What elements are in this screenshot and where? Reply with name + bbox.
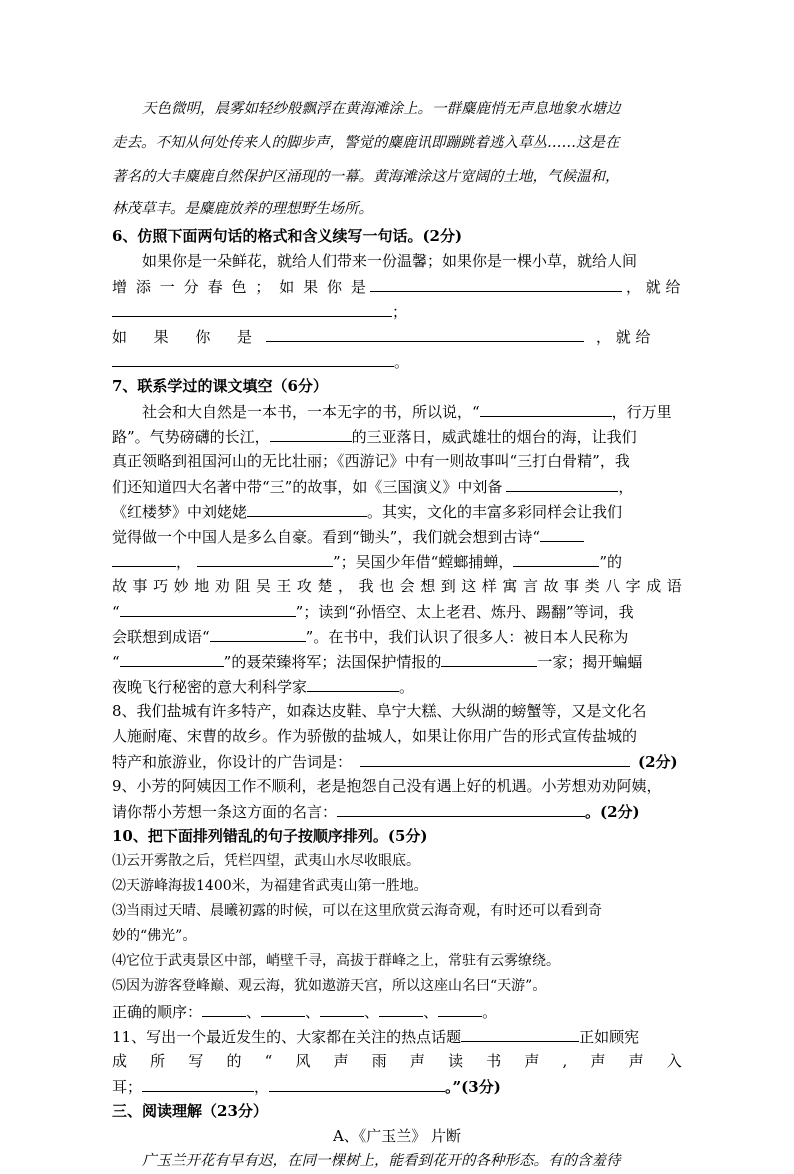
question-char: 如 [112,328,128,346]
answer-blank[interactable] [461,1024,579,1042]
sentence: 妙的“佛光”。 [112,928,197,944]
text: ”；读到“孙悟空、太上老君、炼丹、踢翻”等词，我 [295,603,634,621]
question-text [112,399,682,424]
question-7 [112,374,682,699]
text: ， [176,553,192,571]
question-title: 6、仿照下面两句话的格式和含义续写一句话。(2分) [112,227,463,245]
intro-line: 林茂草丰。是麋鹿放养的理想野生场所。 [112,201,373,217]
intro-passage [112,92,682,224]
score: 。”(3分) [445,1078,501,1096]
question-char: 成 [112,1052,128,1070]
question-char: 攻 [296,577,312,595]
answer-blank[interactable] [307,674,399,692]
question-char: 是 [350,278,366,296]
question-text: 9、小芳的阿姨因工作不顺利，老是抱怨自己没有遇上好的机遇。小芳想劝劝阿姨， [112,777,662,795]
question-char: 事 [132,577,148,595]
text: 。 [482,1003,498,1021]
text: 请你帮小芳想一条这方面的名言： [112,803,338,821]
question-char: 声 [628,1052,644,1070]
question-11 [112,1024,682,1099]
question-char: 八 [605,577,621,595]
question-char: 事 [564,577,580,595]
sentence: ⑷它位于武夷景区中部，峭壁千寻，高拔于群峰之上，常驻有云雾缭绕。 [112,953,560,969]
question-char: 书 [486,1052,502,1070]
answer-blank[interactable] [360,749,630,767]
passage-subtitle: A、《广玉兰》 片断 [332,1127,462,1145]
text: 正如顾宪 [579,1028,640,1046]
question-char: 春 [207,278,223,296]
question-text [112,624,682,649]
question-text [112,749,682,774]
answer-blank[interactable] [337,799,585,817]
text: 会联想到成语“ [112,628,210,646]
answer-blank[interactable] [506,474,618,492]
answer-blank[interactable] [266,324,584,342]
question-char: , [562,1052,568,1070]
question-char: 写 [188,1052,204,1070]
question-text [112,349,682,374]
question-char: 吴 [255,577,271,595]
text: ，行万里 [611,403,672,421]
question-char: 读 [448,1052,464,1070]
question-text [112,674,682,699]
sentence: ⑶当雨过天晴、晨曦初露的时候，可以在这里欣赏云海奇观，有时还可以看到奇 [112,903,602,919]
text: “ [112,603,120,621]
intro-line: 天色微明，晨雾如轻纱般飘浮在黄海滩涂上。一群麋鹿悄无声息地象水塘边 [142,101,621,117]
answer-blank[interactable] [441,649,537,667]
answer-blank[interactable] [540,524,584,542]
text: 。 [399,678,415,696]
answer-blank[interactable] [379,999,423,1017]
question-char: 如 [279,278,295,296]
question-char: 所 [150,1052,166,1070]
answer-blank[interactable] [120,599,296,617]
question-6 [112,224,682,374]
text: 耳； [112,1078,143,1096]
text: 社会和大自然是一本书，一本无字的书，所以说，“ [142,403,480,421]
question-char: 这 [461,577,477,595]
question-char: 风 [295,1052,311,1070]
section-3 [112,1099,682,1174]
question-text [112,474,682,499]
answer-blank[interactable] [120,649,224,667]
question-text [112,1024,682,1049]
answer-blank[interactable] [269,1074,445,1092]
answer-blank[interactable] [438,999,482,1017]
punctuation: 。 [394,353,410,371]
question-char: 一 [159,278,175,296]
question-char: 字 [625,577,641,595]
question-char: 类 [584,577,600,595]
question-char: 你 [195,328,211,346]
text: 们还知道四大名著中带“三”的故事，如《三国演义》中刘备 [112,478,503,496]
question-title: 7、联系学过的课文填空（6分） [112,377,328,395]
answer-blank[interactable] [210,624,306,642]
text: ， [618,478,634,496]
order-answer [112,999,682,1024]
question-char: ； [255,278,271,296]
question-char: 声 [409,1052,425,1070]
question-char: 楚 [317,577,333,595]
answer-blank[interactable] [112,549,176,567]
text: 、 [246,1003,262,1021]
question-char: 想 [420,577,436,595]
question-char: ， [338,577,354,595]
question-char: 雨 [371,1052,387,1070]
question-text [112,299,682,324]
question-char: 我 [358,577,374,595]
text: ”的聂荣臻将军；法国保护情报的 [223,653,442,671]
text: ”。在书中，我们认识了很多人：被日本人民称为 [305,628,629,646]
question-char: 地 [194,577,210,595]
answer-blank[interactable] [142,1074,254,1092]
text: 、 [423,1003,439,1021]
question-text: 人施耐庵、宋曹的故乡。作为骄傲的盐城人，如果让你用广告的形式宣传盐城的 [112,727,638,745]
question-8 [112,699,682,774]
question-char: 声 [590,1052,606,1070]
question-char: 添 [135,278,151,296]
question-char: 的 [226,1052,242,1070]
section-title: 三、阅读理解（23分） [112,1102,268,1120]
answer-blank[interactable] [202,999,246,1017]
question-char: 入 [666,1052,682,1070]
exam-page [112,92,682,1174]
question-text [112,424,682,449]
question-char: 是 [236,328,252,346]
question-text [112,274,682,299]
text: ， [254,1078,270,1096]
question-title: 10、把下面排列错乱的句子按顺序排列。(5分) [112,827,428,845]
question-char: 语 [666,577,682,595]
intro-line: 著名的大丰麋鹿自然保护区涌现的一幕。黄海滩涂这片宽阔的土地，气候温和， [112,169,620,185]
question-9 [112,774,682,824]
question-text [112,499,682,524]
text: 一家；揭开蝙蝠 [537,653,643,671]
passage-line: 广玉兰开花有早有迟，在同一棵树上，能看到花开的各种形态。有的含羞待 [142,1153,621,1169]
answer-blank[interactable] [513,549,599,567]
text: 夜晚飞行秘密的意大利科学家 [112,678,308,696]
question-char: 果 [153,328,169,346]
question-text [112,649,682,674]
question-char: 色 [231,278,247,296]
text: “ [112,653,120,671]
question-text [112,1049,682,1074]
answer-blank[interactable] [480,399,612,417]
text: 路”。气势磅礴的长江， [112,428,270,446]
sentence: ⑵天游峰海拔1400米，为福建省武夷山第一胜地。 [112,878,428,894]
question-char: 你 [327,278,343,296]
question-text: 真正领略到祖国河山的无比壮丽；《西游记》中有一则故事叫“三打白骨精”，我 [112,452,630,470]
question-char: 会 [399,577,415,595]
question-text [112,324,682,349]
text: 《红楼梦》中刘姥姥 [112,503,248,521]
answer-blank[interactable] [370,274,622,292]
question-char: 寓 [502,577,518,595]
intro-line: 走去。不知从何处传来人的脚步声，警觉的麋鹿讯即蹦跳着逃入草丛……这是在 [112,135,620,151]
answer-blank[interactable] [112,349,394,367]
answer-blank[interactable] [261,999,305,1017]
answer-blank[interactable] [320,999,364,1017]
question-char: 声 [333,1052,349,1070]
answer-blank[interactable] [270,424,352,442]
text: 、 [364,1003,380,1021]
question-char: 阻 [235,577,251,595]
question-char: 分 [183,278,199,296]
answer-blank[interactable] [112,299,392,317]
question-char: 巧 [153,577,169,595]
score: (2分) [638,753,678,771]
question-text [112,549,682,574]
question-char: 果 [303,278,319,296]
answer-blank[interactable] [247,499,367,517]
question-char: 故 [112,577,128,595]
question-char: 王 [276,577,292,595]
question-text [112,1074,682,1099]
question-char: 到 [440,577,456,595]
text: ”的 [599,553,623,571]
question-text [112,799,682,824]
sentence: ⑸因为游客登峰巅、观云海，犹如遨游天宫，所以这座山名曰“天游”。 [112,978,547,994]
question-text-tail: ， 就 给 [626,278,681,296]
punctuation: ； [392,303,408,321]
question-text [112,574,682,599]
text: 正确的顺序： [112,1003,203,1021]
question-char: 声 [524,1052,540,1070]
question-char: “ [264,1052,273,1070]
question-text: 如果你是一朵鲜花，就给人们带来一份温馨；如果你是一棵小草，就给人间 [142,252,638,270]
question-char: 言 [522,577,538,595]
question-char: 样 [481,577,497,595]
sentence: ⑴云开雾散之后，凭栏四望，武夷山水尽收眼底。 [112,853,420,869]
question-text [112,599,682,624]
question-char: 成 [646,577,662,595]
text: 11、写出一个最近发生的、大家都在关注的热点话题 [112,1028,462,1046]
question-text: 8、我们盐城有许多特产，如森达皮鞋、阜宁大糕、大纵湖的螃蟹等，又是文化名 [112,702,647,720]
text: 、 [305,1003,321,1021]
score: 。(2分) [585,803,640,821]
text: 特产和旅游业，你设计的广告词是： [112,753,353,771]
question-char: 劝 [214,577,230,595]
question-char: 增 [112,278,128,296]
question-text [112,524,682,549]
text: 。其实，文化的丰富多彩同样会让我们 [367,503,623,521]
text: 觉得做一个中国人是多么自豪。看到“锄头”，我们就会想到古诗“ [112,528,541,546]
text: 的三亚落日，威武雄壮的烟台的海，让我们 [351,428,637,446]
question-char: 也 [379,577,395,595]
text: ”；吴国少年借“螳螂捕蝉， [333,553,514,571]
question-10 [112,824,682,1024]
question-char: 故 [543,577,559,595]
answer-blank[interactable] [197,549,333,567]
question-char: 妙 [173,577,189,595]
question-text-tail: ， 就 给 [596,328,651,346]
